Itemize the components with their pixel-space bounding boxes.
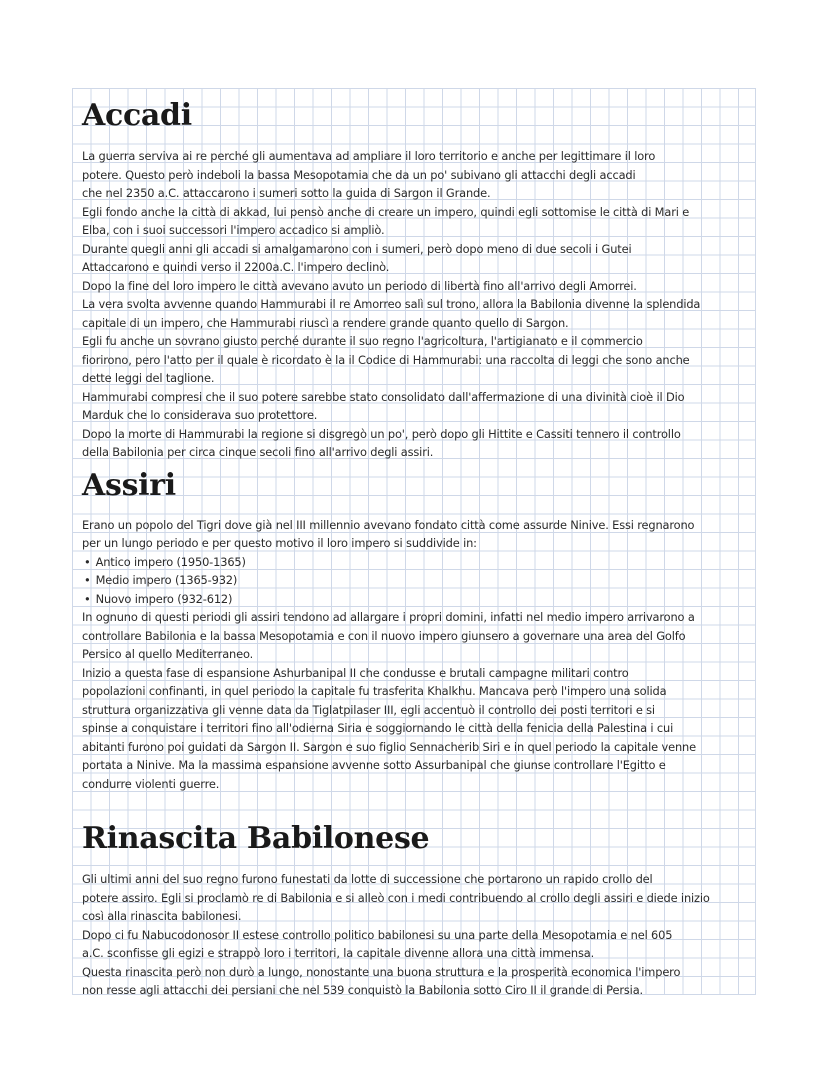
text-line: popolazioni confinanti, in quel periodo la capitale fu trasferita Khalkhu. Mancava però l'impero una solida xyxy=(82,684,667,698)
text-line: Durante quegli anni gli accadi si amalgamarono con i sumeri, però dopo meno di due secoli i Gutei xyxy=(82,241,632,256)
text-line: Inizio a questa fase di espansione Ashurbanipal II che condusse e brutali campagne militari contro xyxy=(82,665,629,680)
section-accadi xyxy=(82,92,754,462)
text-line: così alla rinascita babilonesi. xyxy=(82,909,242,923)
text-line: non resse agli attacchi dei persiani che nel 539 conquistò la Babilonia sotto Ciro II il grande di Persia. xyxy=(82,983,643,997)
text-line: Questa rinascita però non durò a lungo, nonostante una buona struttura e la prosperità economica l'impero xyxy=(82,964,681,979)
text-line: potere assiro. Egli si proclamò re di Babilonia e si alleò con i medi contribuendo al crollo degli assiri e diede inizio xyxy=(82,890,710,905)
text-line: Persico al quello Mediterraneo. xyxy=(82,647,254,661)
text-line: Erano un popolo del Tigri dove già nel III millennio avevano fondato città come assurde Ninive. Essi regnarono xyxy=(82,517,695,532)
text-line: Hammurabi compresi che il suo potere sarebbe stato consolidato dall'affermazione di una divinità cioè il Dio xyxy=(82,389,685,404)
section-assiri xyxy=(82,462,754,794)
text-line: potere. Questo però indeboli la bassa Mesopotamia che da un po' subivano gli attacchi degli accadi xyxy=(82,167,636,182)
text-line: Marduk che lo considerava suo protettore. xyxy=(82,408,318,422)
text-line: capitale di un impero, che Hammurabi riuscì a rendere grande quanto quello di Sargon. xyxy=(82,315,569,330)
text-line: Egli fondo anche la città di akkad, lui pensò anche di creare un impero, quindi egli sottomise le città di Mari e xyxy=(82,204,690,219)
text-line: della Babilonia per circa cinque secoli fino all'arrivo degli assiri. xyxy=(82,445,434,459)
heading-rinascita-babilonese: Rinascita Babilonese xyxy=(82,821,430,856)
text-line: La vera svolta avvenne quando Hammurabi il re Amorreo salì sul trono, allora la Babilonia divenne la splendida xyxy=(82,297,701,311)
text-line: Dopo la fine del loro impero le città avevano avuto un periodo di libertà fino all'arrivo degli Amorrei. xyxy=(82,278,637,293)
text-line: a.C. sconfisse gli egizi e strappò loro i territori, la capitale divenne allora una città immensa. xyxy=(82,946,595,960)
text-line: Egli fu anche un sovrano giusto perché durante il suo regno l'agricoltura, l'artigianato e il commercio xyxy=(82,334,643,348)
text-line: controllare Babilonia e la bassa Mesopotamia e con il nuovo impero giunsero a governare una area del Golfo xyxy=(82,628,686,643)
section-rinascita-babilonese xyxy=(82,815,754,1000)
text-line: per un lungo periodo e per questo motivo il loro impero si suddivide in: xyxy=(82,536,477,550)
bullet-item: • Nuovo impero (932-612) xyxy=(82,590,754,609)
heading-assiri: Assiri xyxy=(82,467,176,503)
text-line: Gli ultimi anni del suo regno furono funestati da lotte di successione che portarono un rapido crollo del xyxy=(82,872,653,886)
text-line: struttura organizzativa gli venne data da Tiglatpilaser III, egli accentuò il controllo dei posti territori e si xyxy=(82,702,655,717)
text-line: abitanti furono poi guidati da Sargon II. Sargon e suo figlio Sennacherib Siri e in quel periodo la capitale venne xyxy=(82,739,696,754)
text-line: dette leggi del taglione. xyxy=(82,371,215,385)
document-body xyxy=(82,92,754,1000)
text-line: La guerra serviva ai re perché gli aumentava ad ampliare il loro territorio e anche per legittimare il loro xyxy=(82,149,656,163)
text-line: Elba, con i suoi successori l'impero accadico si ampliò. xyxy=(82,223,385,237)
text-line: Dopo ci fu Nabucodonosor II estese controllo politico babilonesi su una parte della Mesopotamia e nel 605 xyxy=(82,927,673,942)
text-line: Dopo la morte di Hammurabi la regione si disgregò un po', però dopo gli Hittite e Cassiti tennero il controllo xyxy=(82,426,681,441)
text-line: condurre violenti guerre. xyxy=(82,776,220,791)
text-line: portata a Ninive. Ma la massima espansione avvenne sotto Assurbanipal che giunse controllare l'Egitto e xyxy=(82,758,666,772)
heading-accadi: Accadi xyxy=(82,98,192,133)
text-line: che nel 2350 a.C. attaccarono i sumeri sotto la guida di Sargon il Grande. xyxy=(82,186,491,200)
bullet-item: • Medio impero (1365-932) xyxy=(82,571,754,590)
text-line: fiorirono, pero l'atto per il quale è ricordato è la il Codice di Hammurabi: una raccolta di leggi che sono anche xyxy=(82,352,690,367)
text-line: spinse a conquistare i territori fino all'odierna Siria e soggiornando le città della fenicia della Palestina i cui xyxy=(82,721,674,735)
text-line: In ognuno di questi periodi gli assiri tendono ad allargare i propri domini, infatti nel medio impero arrivarono a xyxy=(82,610,695,624)
text-line: Attaccarono e quindi verso il 2200a.C. l'impero declinò. xyxy=(82,260,390,274)
bullet-item: • Antico impero (1950-1365) xyxy=(82,553,754,572)
